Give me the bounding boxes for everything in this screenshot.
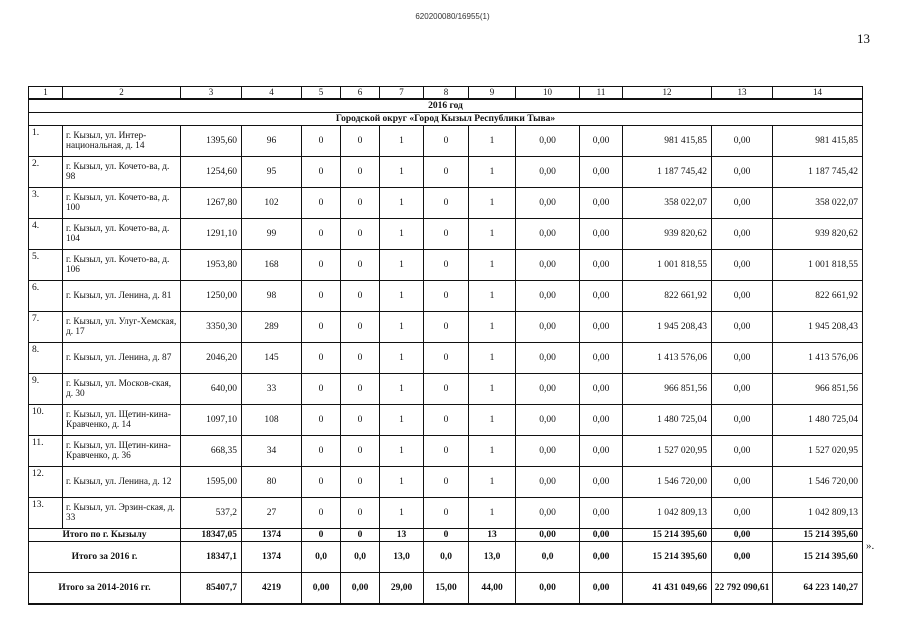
- value-cell: 0: [341, 219, 380, 250]
- table-row: [29, 157, 863, 188]
- value-cell: 0,00: [516, 467, 580, 498]
- value-cell: 0,00: [580, 343, 623, 374]
- value-cell: 0: [424, 157, 469, 188]
- value-cell: 0: [302, 188, 341, 219]
- value-cell: 1: [469, 343, 516, 374]
- col-header: 2: [63, 87, 181, 100]
- value-cell: 981 415,85: [623, 126, 712, 157]
- value-cell: 0,00: [516, 374, 580, 405]
- table-row: [29, 498, 863, 529]
- table-row: [29, 250, 863, 281]
- row-number: 3.: [29, 188, 63, 219]
- value-cell: 0: [424, 498, 469, 529]
- total-value-cell: 0,00: [302, 573, 341, 605]
- value-cell: 1: [380, 281, 424, 312]
- value-cell: 1: [469, 312, 516, 343]
- value-cell: 34: [242, 436, 302, 467]
- value-cell: 102: [242, 188, 302, 219]
- col-header: 12: [623, 87, 712, 100]
- value-cell: 0: [341, 498, 380, 529]
- value-cell: 1: [380, 467, 424, 498]
- page-number: 13: [857, 31, 870, 46]
- value-cell: 0,00: [712, 188, 773, 219]
- value-cell: 0: [341, 126, 380, 157]
- value-cell: 0,00: [580, 467, 623, 498]
- address-cell: г. Кызыл, ул. Кочето-ва, д. 98: [63, 157, 181, 188]
- value-cell: 0,00: [516, 219, 580, 250]
- address-cell: г. Кызыл, ул. Кочето-ва, д. 104: [63, 219, 181, 250]
- total-value-cell: 15,00: [424, 573, 469, 605]
- col-header: 5: [302, 87, 341, 100]
- value-cell: 108: [242, 405, 302, 436]
- value-cell: 0,00: [580, 498, 623, 529]
- value-cell: 0,00: [712, 436, 773, 467]
- value-cell: 0: [424, 281, 469, 312]
- total-value-cell: 0,0: [341, 542, 380, 573]
- total-value-cell: 0: [424, 529, 469, 542]
- address-cell: г. Кызыл, ул. Интер-национальная, д. 14: [63, 126, 181, 157]
- value-cell: 0,00: [580, 374, 623, 405]
- value-cell: 1267,80: [181, 188, 242, 219]
- value-cell: 0,00: [580, 436, 623, 467]
- value-cell: 2046,20: [181, 343, 242, 374]
- value-cell: 0,00: [516, 312, 580, 343]
- table-row: [29, 343, 863, 374]
- document-id: 620200080/16955(1): [415, 12, 490, 21]
- total-value-cell: 4219: [242, 573, 302, 605]
- table-row: [29, 467, 863, 498]
- value-cell: 80: [242, 467, 302, 498]
- col-header: 9: [469, 87, 516, 100]
- housing-repair-table: [28, 86, 863, 605]
- value-cell: 1: [469, 188, 516, 219]
- value-cell: 0,00: [712, 312, 773, 343]
- total-label: Итого за 2016 г.: [29, 542, 181, 573]
- value-cell: 822 661,92: [623, 281, 712, 312]
- col-header: 4: [242, 87, 302, 100]
- value-cell: 1 042 809,13: [773, 498, 863, 529]
- value-cell: 939 820,62: [773, 219, 863, 250]
- value-cell: 1 187 745,42: [773, 157, 863, 188]
- table-row: [29, 126, 863, 157]
- value-cell: 1: [380, 157, 424, 188]
- value-cell: 1 001 818,55: [773, 250, 863, 281]
- row-number: 6.: [29, 281, 63, 312]
- value-cell: 0: [302, 405, 341, 436]
- address-cell: г. Кызыл, ул. Ленина, д. 81: [63, 281, 181, 312]
- row-number: 8.: [29, 343, 63, 374]
- value-cell: 0: [424, 374, 469, 405]
- value-cell: 1: [380, 126, 424, 157]
- value-cell: 0: [302, 126, 341, 157]
- table-row: [29, 219, 863, 250]
- row-number: 12.: [29, 467, 63, 498]
- value-cell: 0,00: [516, 126, 580, 157]
- total-row: [29, 529, 863, 542]
- total-value-cell: 15 214 395,60: [773, 542, 863, 573]
- value-cell: 1 546 720,00: [623, 467, 712, 498]
- value-cell: 0,00: [712, 281, 773, 312]
- value-cell: 0,00: [516, 157, 580, 188]
- address-cell: г. Кызыл, ул. Кочето-ва, д. 106: [63, 250, 181, 281]
- total-value-cell: 22 792 090,61: [712, 573, 773, 605]
- total-value-cell: 13: [469, 529, 516, 542]
- value-cell: 98: [242, 281, 302, 312]
- value-cell: 33: [242, 374, 302, 405]
- value-cell: 1: [380, 343, 424, 374]
- total-value-cell: 0,0: [302, 542, 341, 573]
- value-cell: 1: [380, 312, 424, 343]
- value-cell: 0: [341, 374, 380, 405]
- total-value-cell: 18347,1: [181, 542, 242, 573]
- value-cell: 981 415,85: [773, 126, 863, 157]
- value-cell: 1 480 725,04: [773, 405, 863, 436]
- value-cell: 0: [302, 312, 341, 343]
- value-cell: 0,00: [580, 219, 623, 250]
- value-cell: 145: [242, 343, 302, 374]
- col-header: 14: [773, 87, 863, 100]
- total-value-cell: 13,0: [380, 542, 424, 573]
- value-cell: 668,35: [181, 436, 242, 467]
- value-cell: 640,00: [181, 374, 242, 405]
- value-cell: 0: [302, 157, 341, 188]
- value-cell: 0: [424, 219, 469, 250]
- total-value-cell: 0,00: [580, 529, 623, 542]
- row-number: 10.: [29, 405, 63, 436]
- year-title: 2016 год: [29, 99, 863, 113]
- value-cell: 0,00: [712, 498, 773, 529]
- address-cell: г. Кызыл, ул. Ленина, д. 87: [63, 343, 181, 374]
- value-cell: 3350,30: [181, 312, 242, 343]
- value-cell: 0: [424, 250, 469, 281]
- value-cell: 0: [424, 467, 469, 498]
- value-cell: 1: [380, 374, 424, 405]
- value-cell: 1: [380, 250, 424, 281]
- total-value-cell: 29,00: [380, 573, 424, 605]
- row-number: 1.: [29, 126, 63, 157]
- total-value-cell: 18347,05: [181, 529, 242, 542]
- value-cell: 1250,00: [181, 281, 242, 312]
- total-value-cell: 0,00: [580, 573, 623, 605]
- address-cell: г. Кызыл, ул. Щетин-кина-Кравченко, д. 36: [63, 436, 181, 467]
- value-cell: 0,00: [712, 157, 773, 188]
- value-cell: 0: [341, 157, 380, 188]
- value-cell: 0: [341, 343, 380, 374]
- value-cell: 1: [380, 498, 424, 529]
- total-value-cell: 0,00: [580, 542, 623, 573]
- value-cell: 0: [302, 281, 341, 312]
- total-value-cell: 0,00: [341, 573, 380, 605]
- address-cell: г. Кызыл, ул. Улуг-Хемская, д. 17: [63, 312, 181, 343]
- value-cell: 0,00: [580, 188, 623, 219]
- value-cell: 1: [380, 188, 424, 219]
- value-cell: 0: [341, 467, 380, 498]
- total-value-cell: 0,0: [516, 542, 580, 573]
- value-cell: 27: [242, 498, 302, 529]
- value-cell: 1: [469, 281, 516, 312]
- col-header: 11: [580, 87, 623, 100]
- value-cell: 0,00: [580, 405, 623, 436]
- table-row: [29, 312, 863, 343]
- total-value-cell: 1374: [242, 529, 302, 542]
- district-row: [29, 113, 863, 126]
- value-cell: 289: [242, 312, 302, 343]
- col-header: 1: [29, 87, 63, 100]
- total-row: [29, 542, 863, 573]
- value-cell: 0: [424, 343, 469, 374]
- value-cell: 1 945 208,43: [623, 312, 712, 343]
- value-cell: 1291,10: [181, 219, 242, 250]
- value-cell: 0,00: [712, 219, 773, 250]
- value-cell: 1 187 745,42: [623, 157, 712, 188]
- total-value-cell: 0: [341, 529, 380, 542]
- value-cell: 0,00: [580, 157, 623, 188]
- value-cell: 0: [341, 188, 380, 219]
- total-value-cell: 15 214 395,60: [773, 529, 863, 542]
- value-cell: 0,00: [516, 343, 580, 374]
- value-cell: 0,00: [712, 467, 773, 498]
- value-cell: 1: [469, 250, 516, 281]
- value-cell: 0,00: [516, 498, 580, 529]
- value-cell: 0,00: [712, 343, 773, 374]
- row-number: 5.: [29, 250, 63, 281]
- row-number: 4.: [29, 219, 63, 250]
- total-value-cell: 0: [302, 529, 341, 542]
- value-cell: 0,00: [712, 126, 773, 157]
- table-row: [29, 436, 863, 467]
- value-cell: 99: [242, 219, 302, 250]
- total-value-cell: 41 431 049,66: [623, 573, 712, 605]
- value-cell: 0: [302, 498, 341, 529]
- value-cell: 0: [302, 250, 341, 281]
- value-cell: 939 820,62: [623, 219, 712, 250]
- value-cell: 1: [380, 405, 424, 436]
- value-cell: 0: [341, 312, 380, 343]
- total-value-cell: 15 214 395,60: [623, 529, 712, 542]
- row-number: 2.: [29, 157, 63, 188]
- value-cell: 1 480 725,04: [623, 405, 712, 436]
- value-cell: 0: [424, 126, 469, 157]
- total-value-cell: 0,00: [712, 542, 773, 573]
- value-cell: 358 022,07: [623, 188, 712, 219]
- table-row: [29, 188, 863, 219]
- value-cell: 822 661,92: [773, 281, 863, 312]
- value-cell: 0,00: [580, 126, 623, 157]
- table-row: [29, 405, 863, 436]
- value-cell: 1953,80: [181, 250, 242, 281]
- value-cell: 0,00: [516, 405, 580, 436]
- col-header: 3: [181, 87, 242, 100]
- value-cell: 1: [380, 436, 424, 467]
- total-value-cell: 13: [380, 529, 424, 542]
- value-cell: 0: [302, 374, 341, 405]
- value-cell: 0,00: [580, 281, 623, 312]
- col-header: 13: [712, 87, 773, 100]
- total-value-cell: 0,00: [516, 529, 580, 542]
- value-cell: 0,00: [712, 250, 773, 281]
- value-cell: 1: [469, 157, 516, 188]
- value-cell: 966 851,56: [623, 374, 712, 405]
- value-cell: 0: [424, 405, 469, 436]
- year-row: [29, 99, 863, 113]
- value-cell: 1 945 208,43: [773, 312, 863, 343]
- value-cell: 0: [341, 281, 380, 312]
- value-cell: 168: [242, 250, 302, 281]
- value-cell: 1395,60: [181, 126, 242, 157]
- table-row: [29, 374, 863, 405]
- value-cell: 0: [302, 343, 341, 374]
- value-cell: 1: [469, 374, 516, 405]
- col-header: 8: [424, 87, 469, 100]
- address-cell: г. Кызыл, ул. Москов-ская, д. 30: [63, 374, 181, 405]
- table-row: [29, 281, 863, 312]
- total-value-cell: 0,00: [516, 573, 580, 605]
- value-cell: 1 527 020,95: [623, 436, 712, 467]
- address-cell: г. Кызыл, ул. Кочето-ва, д. 100: [63, 188, 181, 219]
- value-cell: 0,00: [516, 281, 580, 312]
- value-cell: 358 022,07: [773, 188, 863, 219]
- total-value-cell: 0,0: [424, 542, 469, 573]
- value-cell: 1097,10: [181, 405, 242, 436]
- value-cell: 0,00: [712, 405, 773, 436]
- value-cell: 1 413 576,06: [623, 343, 712, 374]
- value-cell: 1: [469, 436, 516, 467]
- total-value-cell: 0,00: [712, 529, 773, 542]
- value-cell: 0: [341, 250, 380, 281]
- address-cell: г. Кызыл, ул. Ленина, д. 12: [63, 467, 181, 498]
- value-cell: 0,00: [580, 312, 623, 343]
- value-cell: 1: [469, 467, 516, 498]
- value-cell: 0,00: [516, 250, 580, 281]
- value-cell: 1 413 576,06: [773, 343, 863, 374]
- value-cell: 1: [469, 219, 516, 250]
- value-cell: 1: [469, 126, 516, 157]
- value-cell: 0: [424, 188, 469, 219]
- row-number: 13.: [29, 498, 63, 529]
- value-cell: 0: [424, 436, 469, 467]
- value-cell: 966 851,56: [773, 374, 863, 405]
- address-cell: г. Кызыл, ул. Эрзин-ская, д. 33: [63, 498, 181, 529]
- value-cell: 1: [469, 498, 516, 529]
- value-cell: 0: [341, 405, 380, 436]
- value-cell: 0: [302, 436, 341, 467]
- row-number: 9.: [29, 374, 63, 405]
- value-cell: 1595,00: [181, 467, 242, 498]
- total-label: Итого по г. Кызылу: [29, 529, 181, 542]
- total-value-cell: 85407,7: [181, 573, 242, 605]
- col-header: 6: [341, 87, 380, 100]
- value-cell: 0: [302, 219, 341, 250]
- district-title: Городской округ «Город Кызыл Республики Тыва»: [29, 113, 863, 126]
- value-cell: 1 042 809,13: [623, 498, 712, 529]
- value-cell: 0,00: [516, 436, 580, 467]
- value-cell: 0: [341, 436, 380, 467]
- col-header: 7: [380, 87, 424, 100]
- value-cell: 1 546 720,00: [773, 467, 863, 498]
- value-cell: 1: [380, 219, 424, 250]
- total-value-cell: 15 214 395,60: [623, 542, 712, 573]
- total-value-cell: 64 223 140,27: [773, 573, 863, 605]
- col-header: 10: [516, 87, 580, 100]
- value-cell: 1: [469, 405, 516, 436]
- address-cell: г. Кызыл, ул. Щетин-кина-Кравченко, д. 14: [63, 405, 181, 436]
- row-number: 11.: [29, 436, 63, 467]
- total-value-cell: 1374: [242, 542, 302, 573]
- value-cell: 537,2: [181, 498, 242, 529]
- value-cell: 95: [242, 157, 302, 188]
- column-number-row: [29, 87, 863, 100]
- total-row: [29, 573, 863, 605]
- value-cell: 1254,60: [181, 157, 242, 188]
- row-number: 7.: [29, 312, 63, 343]
- value-cell: 1 527 020,95: [773, 436, 863, 467]
- closing-quote-mark: ».: [866, 540, 875, 552]
- value-cell: 0,00: [712, 374, 773, 405]
- value-cell: 0,00: [516, 188, 580, 219]
- value-cell: 1 001 818,55: [623, 250, 712, 281]
- value-cell: 0,00: [580, 250, 623, 281]
- value-cell: 0: [424, 312, 469, 343]
- value-cell: 96: [242, 126, 302, 157]
- total-value-cell: 13,0: [469, 542, 516, 573]
- total-label: Итого за 2014-2016 гг.: [29, 573, 181, 605]
- total-value-cell: 44,00: [469, 573, 516, 605]
- value-cell: 0: [302, 467, 341, 498]
